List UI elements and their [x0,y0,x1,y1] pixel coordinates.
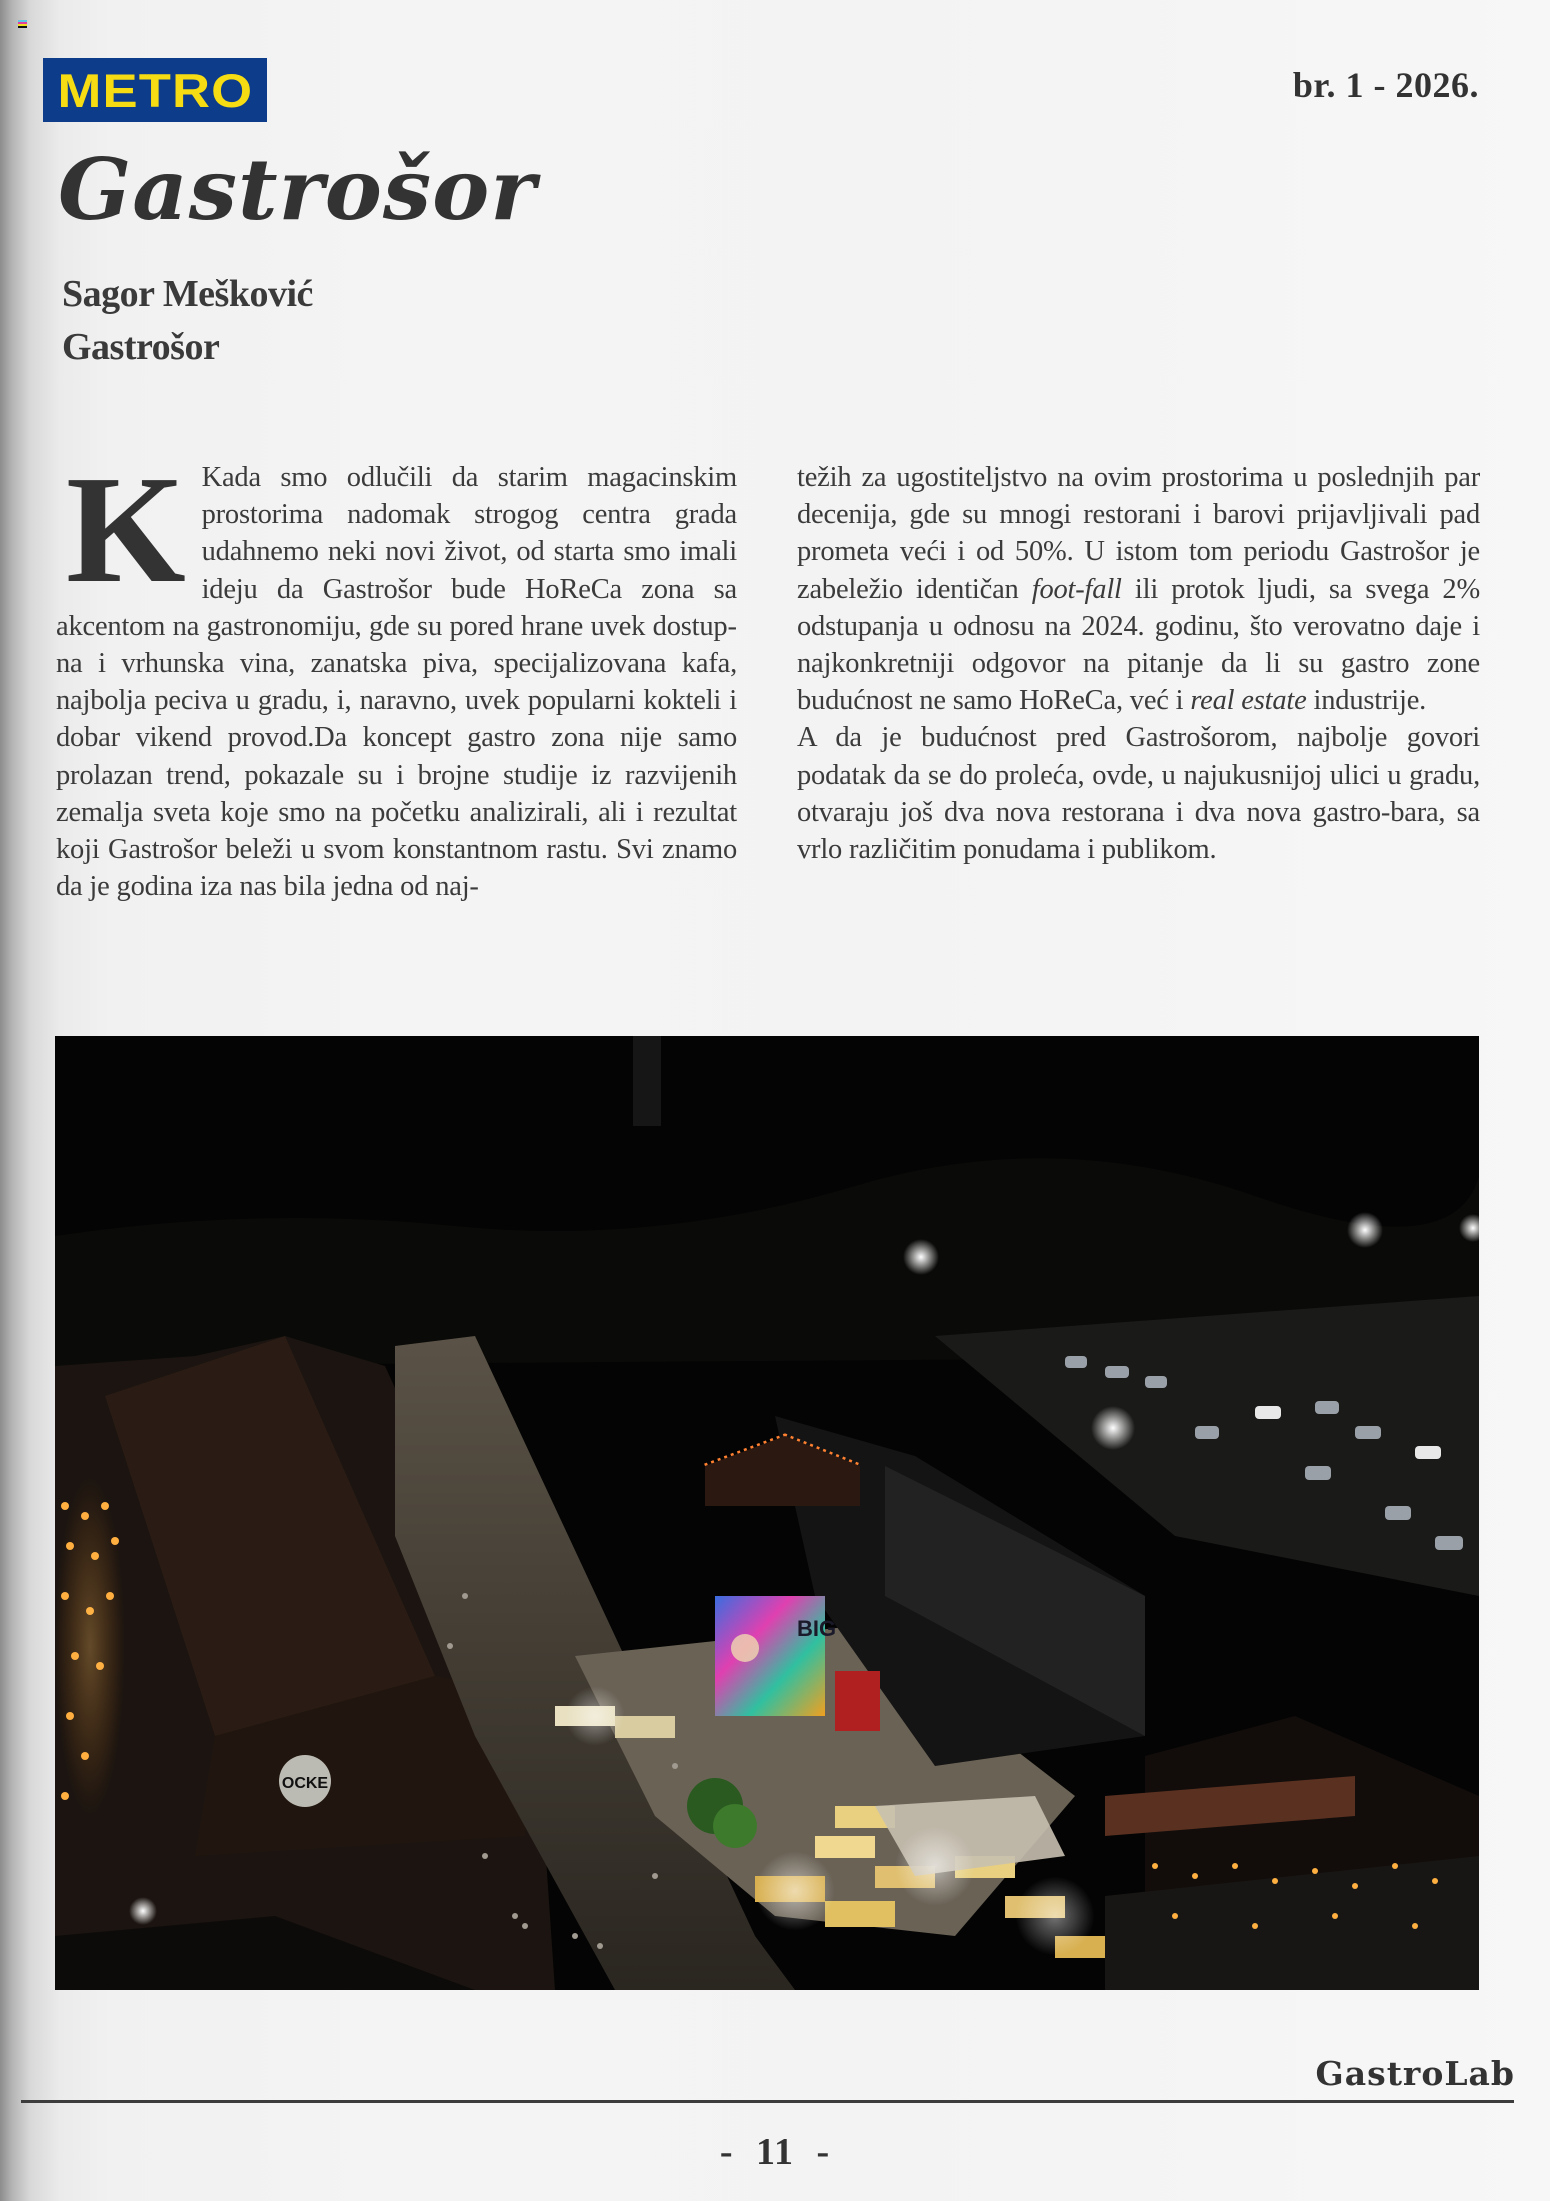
right-paragraph-1 [797,459,1480,719]
footer-divider [21,2100,1514,2103]
page-number: - 11 - [719,2131,831,2173]
article-column-left [56,445,737,905]
author-organization: Gastrošor [62,326,220,368]
drop-cap: K [66,445,186,615]
metro-logo [43,58,267,122]
issue-number: br. 1 - 2026. [1292,65,1479,105]
article-title: Gastrošor [58,140,537,239]
svg-text:BIG: BIG [797,1616,837,1641]
left-column-text: Kada smo odlučili da starim magacinskim prostorima nadomak strogog centra grada udahnemo neki novi život, od starta smo imali ideju da Gastrošor bude HoReCa zona sa akcentom na gastronomiju, gde su pored hrane uvek dostupna i vrhunska vina, zanatska piva, specijalizovana kafa, najbolja peciva u gradu, i, naravno, uvek popularni kokteli i dobar vikend provod.Da koncept gastro zona nije samo prolazan trend, pokazale su i brojne studije iz razvijenih zemalja sveta koje smo na početku analizirali, ali i rezultat koji Gastrošor beleži u svom konstantnom rastu. Svi znamo da je godina iza nas bila jedna od naj- [56,462,737,903]
right-paragraph-2: A da je budućnost pred Gastrošorom, najbolje govori podatak da se do proleća, ovde, u najukusnijoj ulici u gradu, otvaraju još dva nova restorana i dva nova gastro-bara, sa vrlo različitim ponudama i publikom. [797,722,1480,866]
author-block [62,268,313,374]
author-name: Sagor Mešković [62,273,313,315]
svg-text:OCKE: OCKE [281,1775,329,1792]
text-run: ili protok ljudi, sa svega 2% odstupanja u odnosu na 2024. godinu, što verovatno daje i najkonkretniji odgovor na pitanje da li su gastro zone budućnost ne samo HoReCa, već i [797,573,1480,717]
article-column-right [797,459,1480,905]
print-registration-mark [18,20,28,30]
italic-term-footfall: foot-fall [1031,573,1122,605]
text-run: industrije. [1306,685,1427,717]
article-body [56,445,1480,905]
aerial-night-photo [55,1036,1479,1990]
italic-term-real-estate: real estate [1190,685,1307,717]
text-run: težih za ugostiteljstvo na ovim prostorima u poslednjih par decenija, gde su mnogi restorani i barovi prijavljivali pad prometa veći i od 50%. U istom tom periodu Gastrošor je zabeležio identičan [797,462,1480,605]
magazine-brand: GastroLab [1315,2054,1515,2093]
logo-text: METRO [57,63,253,117]
